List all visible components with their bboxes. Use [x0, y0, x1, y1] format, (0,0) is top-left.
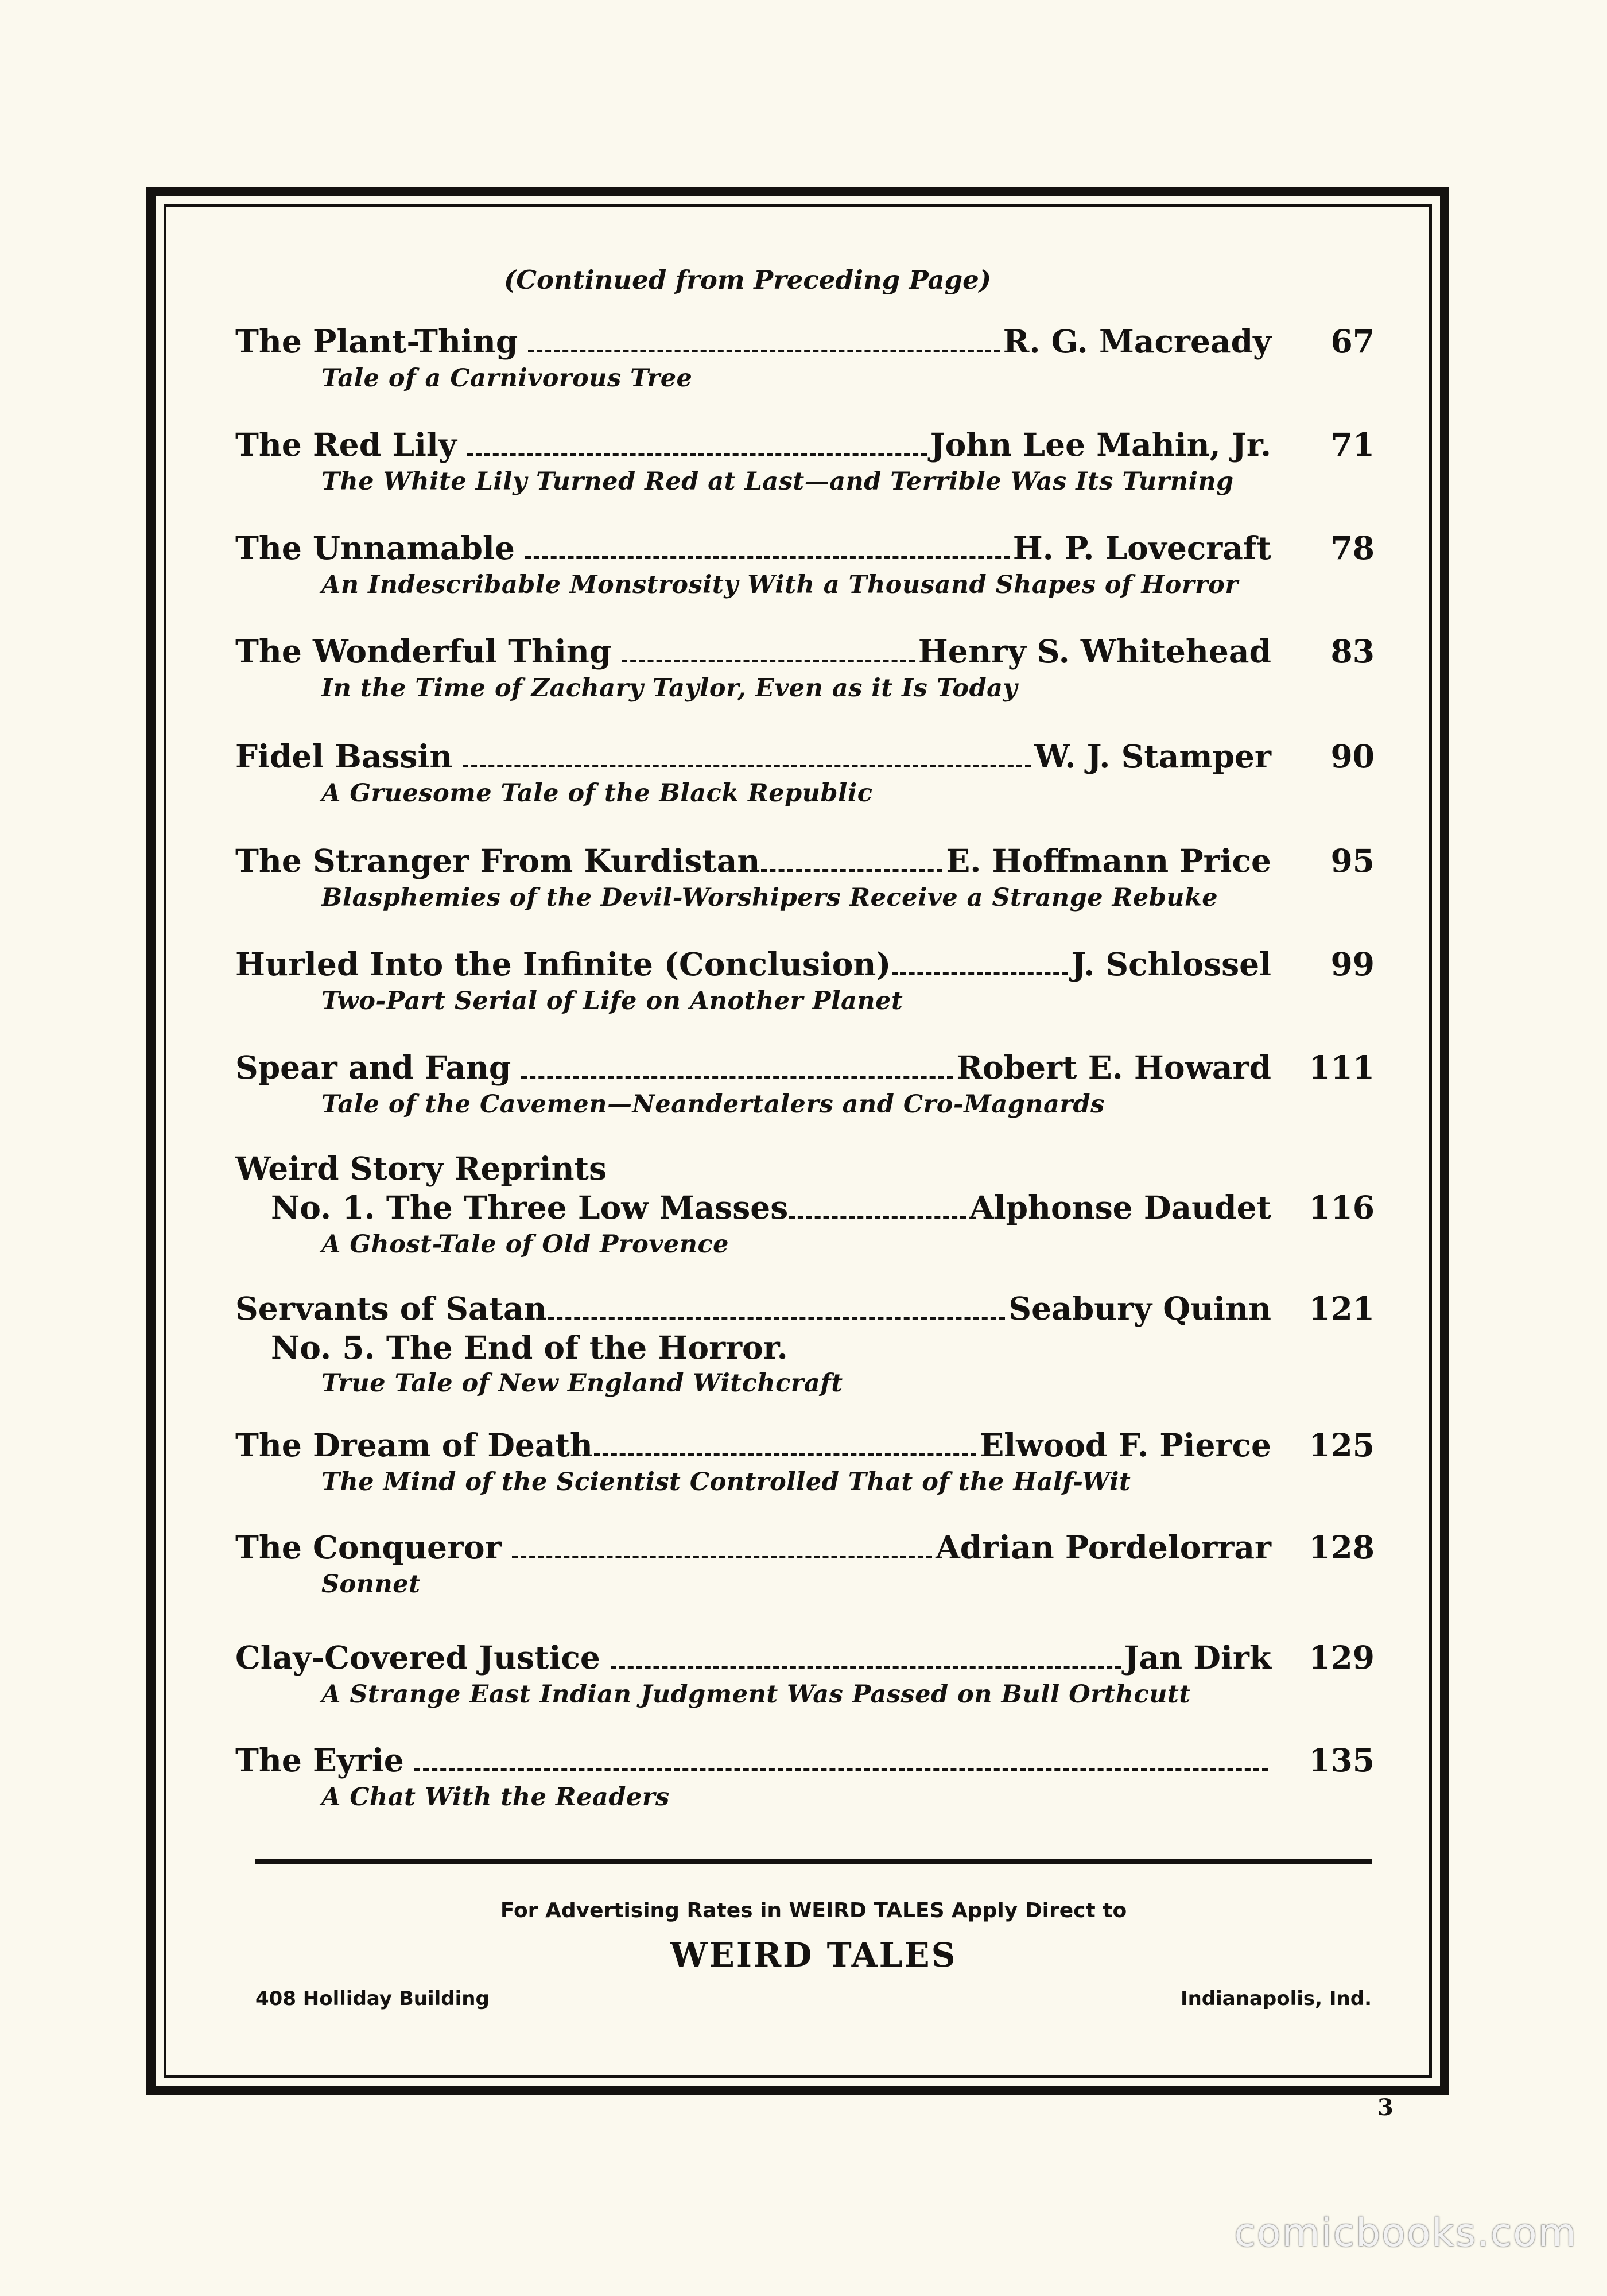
dot-leader [611, 1666, 1121, 1669]
story-author: J. Schlossel [1071, 945, 1271, 983]
page-number: 121 [1309, 1290, 1375, 1327]
story-subtitle: A Gruesome Tale of the Black Republic [321, 779, 873, 808]
story-title: The Stranger From Kurdistan [235, 842, 760, 879]
story-title: Hurled Into the Infinite (Conclusion) [235, 945, 891, 983]
dot-leader [414, 1768, 1268, 1771]
story-title: The Eyrie [235, 1742, 404, 1779]
address-street: 408 Holliday Building [255, 1987, 490, 2010]
story-author: Elwood F. Pierce [980, 1426, 1271, 1464]
story-author: Adrian Pordelorrar [936, 1529, 1271, 1566]
divider-rule [255, 1859, 1372, 1864]
toc-entry-conqueror [235, 1527, 1375, 1601]
dot-leader [467, 453, 927, 456]
story-subtitle: A Strange East Indian Judgment Was Passed on Bull Orthcutt [321, 1680, 1191, 1709]
story-subtitle: In the Time of Zachary Taylor, Even as it Is Today [321, 674, 1018, 703]
dot-leader [463, 765, 1031, 767]
story-subtitle: True Tale of New England Witchcraft [321, 1369, 843, 1398]
toc-entry-clay-covered-justice [235, 1638, 1375, 1711]
story-subtitle: Tale of a Carnivorous Tree [321, 364, 693, 393]
story-title: The Plant-Thing [235, 323, 518, 360]
dot-leader [521, 1076, 953, 1079]
story-author: Seabury Quinn [1008, 1290, 1271, 1327]
dot-leader [761, 869, 942, 872]
story-author: H. P. Lovecraft [1012, 529, 1271, 567]
toc-entry-fidel-bassin [235, 736, 1375, 810]
page-number: 116 [1309, 1189, 1375, 1226]
story-subtitle: An Indescribable Monstrosity With a Thousand Shapes of Horror [321, 571, 1239, 599]
dot-leader [594, 1453, 976, 1456]
story-subtitle: Tale of the Cavemen—Neandertalers and Cro-Magnards [321, 1090, 1105, 1119]
page-number: 83 [1330, 633, 1375, 670]
section-heading: Weird Story Reprints [235, 1150, 607, 1187]
toc-entry-plant-thing [235, 321, 1375, 395]
table-of-contents [235, 261, 1375, 2052]
watermark: comicbooks.com [1234, 2210, 1577, 2256]
story-title: Servants of Satan [235, 1290, 547, 1327]
story-subtitle: The Mind of the Scientist Controlled That of the Half-Wit [321, 1468, 1131, 1496]
folio: 3 [1377, 2094, 1393, 2121]
page-number: 95 [1330, 842, 1375, 879]
toc-entry-spear-and-fang [235, 1048, 1375, 1121]
page-number: 135 [1309, 1742, 1375, 1779]
toc-entry-stranger-from-kurdistan [235, 841, 1375, 914]
page-number: 125 [1309, 1426, 1375, 1464]
story-author: Alphonse Daudet [969, 1189, 1271, 1226]
page-number: 128 [1309, 1529, 1375, 1566]
toc-entry-weird-story-reprints [235, 1150, 1375, 1261]
story-author: W. J. Stamper [1034, 738, 1271, 775]
address-city: Indianapolis, Ind. [1180, 1987, 1372, 2010]
story-subtitle: The White Lily Turned Red at Last—and Terrible Was Its Turning [321, 467, 1234, 496]
dot-leader [548, 1317, 1006, 1320]
toc-entry-hurled-into-the-infinite [235, 944, 1375, 1018]
story-title: No. 1. The Three Low Masses [271, 1189, 789, 1226]
story-author: Robert E. Howard [956, 1049, 1271, 1086]
page-number: 129 [1309, 1639, 1375, 1676]
story-title: The Unnamable [235, 529, 515, 567]
story-title: The Wonderful Thing [235, 633, 612, 670]
page-number: 111 [1309, 1049, 1375, 1086]
story-title: Fidel Bassin [235, 738, 453, 775]
story-title: Spear and Fang [235, 1049, 511, 1086]
story-title: The Red Lily [235, 426, 457, 463]
page-number: 67 [1330, 323, 1375, 360]
story-subtitle: Blasphemies of the Devil-Worshipers Receive a Strange Rebuke [321, 883, 1218, 912]
continued-heading: (Continued from Preceding Page) [503, 265, 992, 295]
dot-leader [789, 1216, 966, 1219]
dot-leader [525, 556, 1010, 559]
toc-entry-eyrie [235, 1740, 1375, 1814]
dot-leader [622, 660, 914, 662]
toc-entry-servants-of-satan [235, 1289, 1375, 1400]
story-subtitle: Sonnet [321, 1570, 421, 1599]
publisher-name: WEIRD TALES [670, 1936, 957, 1975]
toc-entry-red-lily [235, 425, 1375, 498]
dot-leader [892, 972, 1068, 975]
dot-leader [528, 350, 999, 352]
page-number: 71 [1330, 426, 1375, 463]
story-title: The Conqueror [235, 1529, 502, 1566]
story-author: R. G. Macready [1003, 323, 1271, 360]
toc-entry-dream-of-death [235, 1425, 1375, 1499]
story-author: Henry S. Whitehead [918, 633, 1271, 670]
story-subtitle: Two-Part Serial of Life on Another Planet [321, 987, 903, 1015]
story-title: The Dream of Death [235, 1426, 593, 1464]
page-number: 90 [1330, 738, 1375, 775]
dot-leader [512, 1556, 932, 1558]
page-number: 99 [1330, 945, 1375, 983]
story-author: John Lee Mahin, Jr. [930, 426, 1271, 463]
story-subtitle: A Ghost-Tale of Old Provence [321, 1230, 729, 1259]
serial-part: No. 5. The End of the Horror. [271, 1329, 788, 1366]
story-author: Jan Dirk [1124, 1639, 1271, 1676]
toc-entry-unnamable [235, 528, 1375, 602]
story-title: Clay-Covered Justice [235, 1639, 600, 1676]
story-author: E. Hoffmann Price [946, 842, 1271, 879]
advertising-line: For Advertising Rates in WEIRD TALES Apply Direct to [500, 1899, 1127, 1922]
story-subtitle: A Chat With the Readers [321, 1783, 670, 1812]
toc-entry-wonderful-thing [235, 631, 1375, 705]
page-number: 78 [1330, 529, 1375, 567]
